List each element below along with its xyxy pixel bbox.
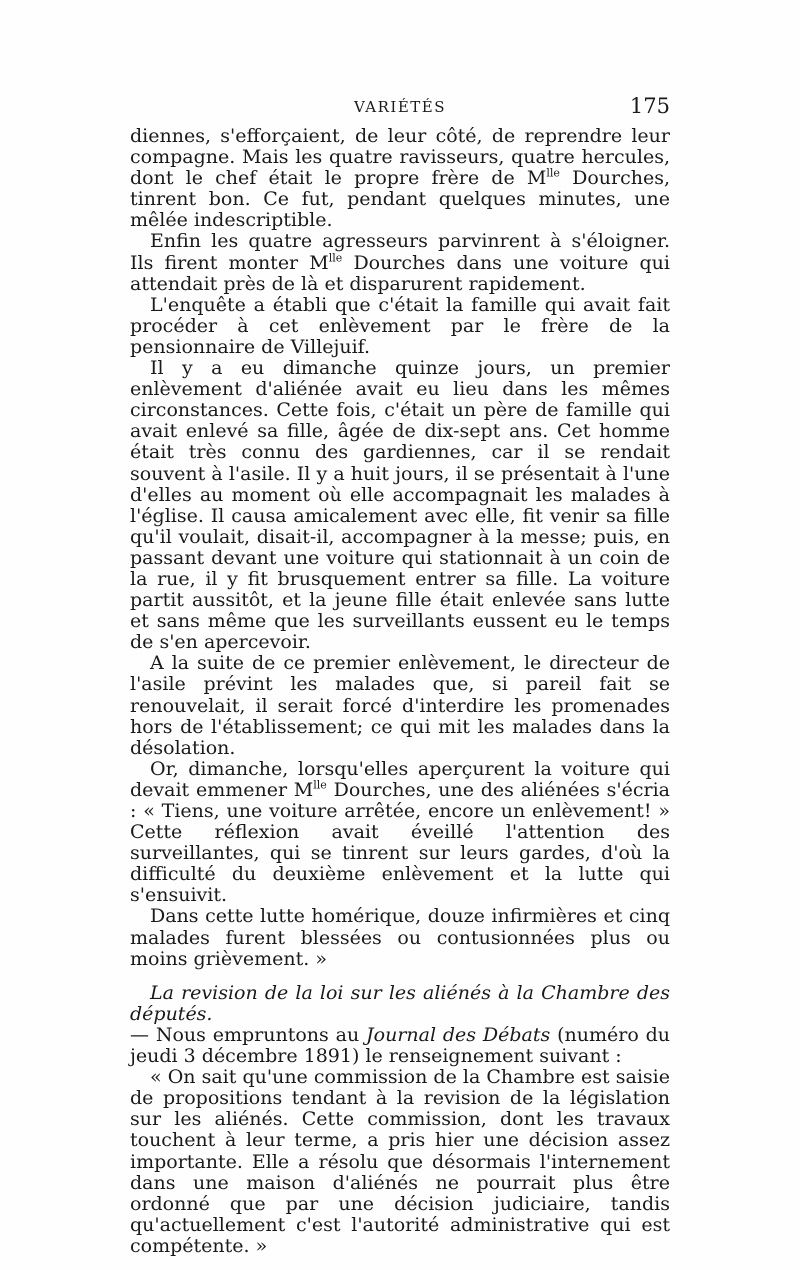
paragraph-continued: diennes, s'efforçaient, de leur côté, de reprendre leur compagne. Mais les quatre ravisseurs, quatre hercules, dont le chef était le propre frère de $M^{lle}$ Dourches, tinrent bon. Ce fut, pendant quelques minutes, une mêlée indescriptible. [130, 125, 670, 232]
superscript-lle: lle [313, 778, 327, 792]
section-title: La revision de la loi sur les aliénés à la Chambre des députés. [130, 981, 670, 1025]
paragraph: Enfin les quatre agresseurs parvinrent à s'éloigner. Ils firent monter $M^{lle}$ Dourches dans une voiture qui attendait près de là et disparurent rapidement. [130, 230, 670, 295]
page-header [130, 94, 670, 124]
source-journal-title: Journal des Débats [366, 1023, 551, 1046]
body-text [130, 126, 670, 1257]
paragraph: Dans cette lutte homérique, douze infirmières et cinq malades furent blessées ou contusionnées plus ou moins grièvement. » [130, 905, 670, 970]
paragraph: L'enquête a établi que c'était la famille qui avait fait procéder à cet enlèvement par le frère de la pensionnaire de Villejuif. [130, 293, 670, 358]
running-title: VARIÉTÉS [353, 98, 447, 116]
section-gap [130, 970, 670, 983]
superscript-lle: lle [546, 166, 560, 180]
paragraph: Il y a eu dimanche quinze jours, un premier enlèvement d'aliénée avait eu lieu dans les mêmes circonstances. Cette fois, c'était un père de famille qui avait enlevé sa fille, âgée de dix-sept ans. Cet homme était très connu des gardiennes, car il se rendait souvent à l'asile. Il y a huit jours, il se présentait à l'une d'elles au moment où elle accompagnait les malades à l'église. Il causa amicalement avec elle, fit venir sa fille qu'il voulait, disait-il, accompagner à la messe; puis, en passant devant une voiture qui stationnait à un coin de la rue, il y fit brusquement entrer sa fille. La voiture partit aussitôt, et la jeune fille était enlevée sans lutte et sans même que les surveillants eussent eu le temps de s'en apercevoir. [130, 357, 670, 654]
paragraph: A la suite de ce premier enlèvement, le directeur de l'asile prévint les malades que, si pareil fait se renouvelait, il serait forcé d'interdire les promenades hors de l'établissement; ce qui mit les malades dans la désolation. [130, 652, 670, 759]
superscript-lle: lle [328, 251, 343, 265]
page-number: 175 [629, 94, 670, 118]
quoted-paragraph: « On sait qu'une commission de la Chambre est saisie de propositions tendant à la revision de la législation sur les aliénés. Cette commission, dont les travaux touchent à leur terme, a pris hier une décision assez importante. Elle a résolu que désormais l'internement dans une maison d'aliénés ne pourrait plus être ordonné que par une décision judiciaire, tandis qu'actuellement c'est l'autorité administrative qui est compétente. » [130, 1066, 670, 1257]
paragraph: Or, dimanche, lorsqu'elles aperçurent la voiture qui devait emmener $M^{lle}$ Dourches, une des aliénées s'écria : « Tiens, une voiture arrêtée, encore un enlèvement! » Cette réflexion avait éveillé l'attention des surveillantes, qui se tinrent sur leurs gardes, d'où la difficulté du deuxième enlèvement et la lutte qui s'ensuivit. [130, 757, 670, 907]
section-intro: — Nous empruntons au Journal des Débats (numéro du jeudi 3 décembre 1891) le renseignement suivant : [130, 1023, 670, 1068]
